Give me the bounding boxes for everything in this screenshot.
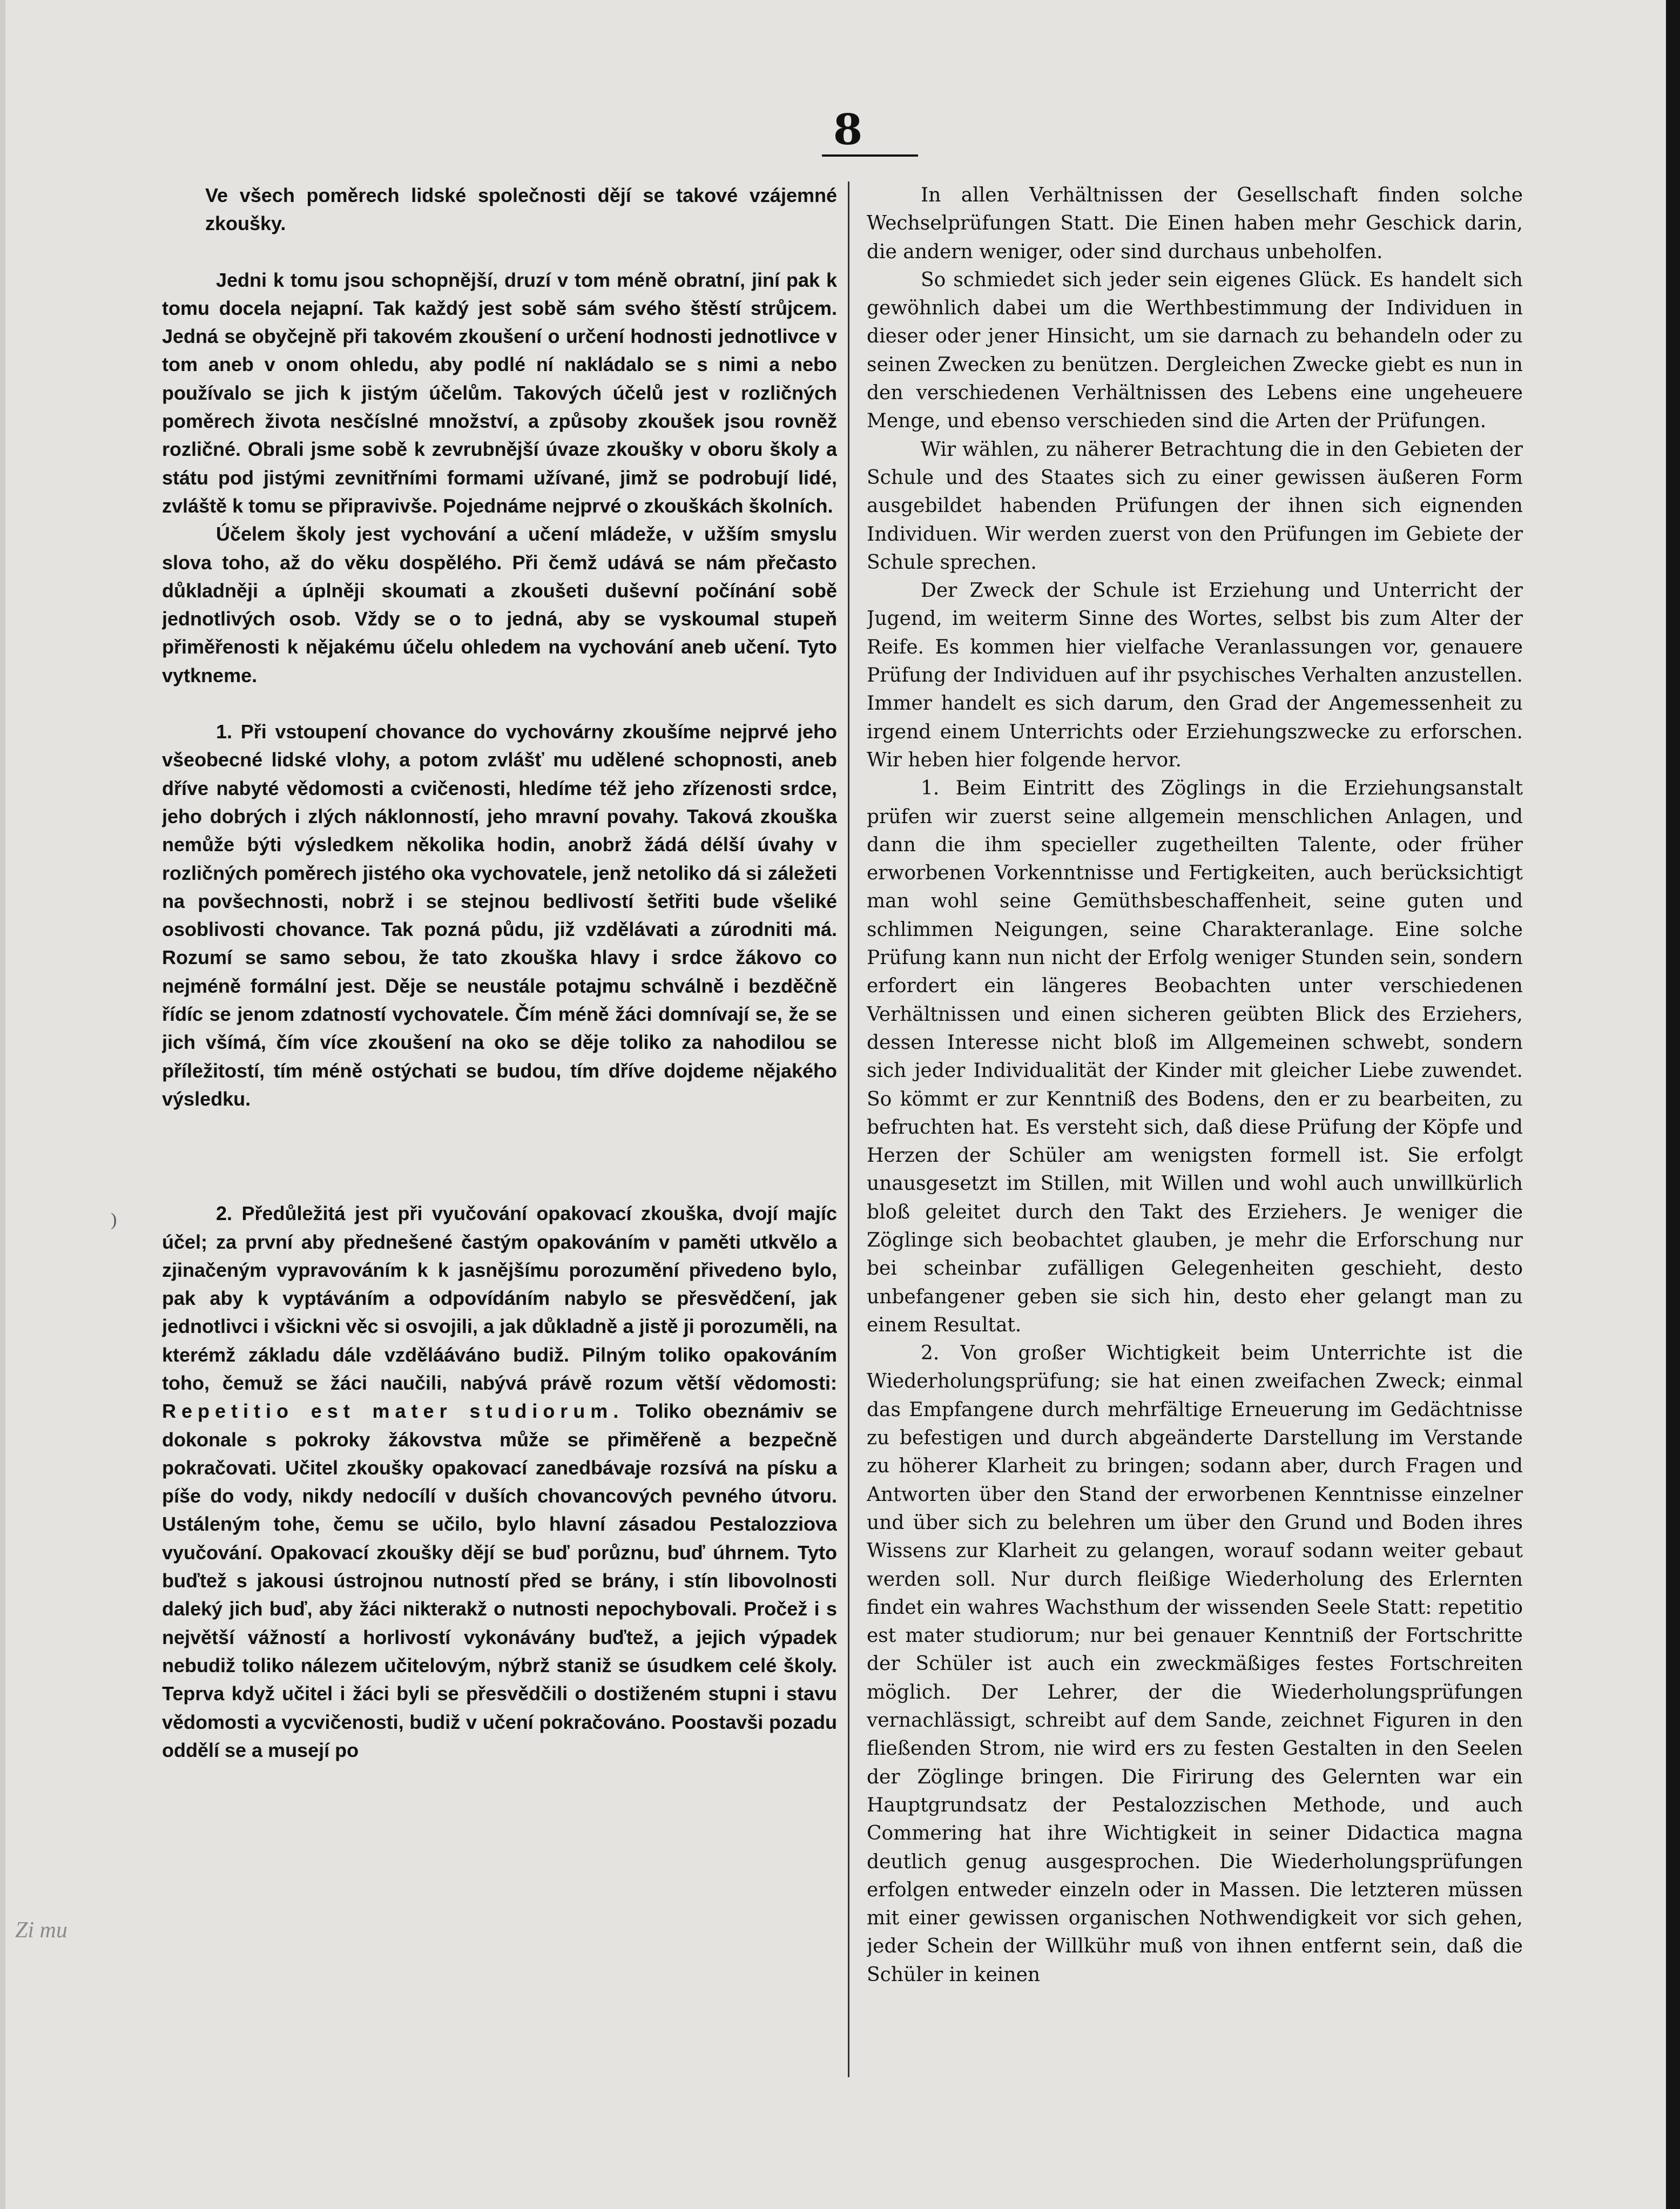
right-paragraph-3: Wir wählen, zu näherer Betrachtung die in den Gebieten der Schule und des Staates sich zu einer gewissen äußeren Form ausgebildet habenden Prüfungen der ihnen sich eignenden Individuen. Wir werden zuerst von den Prüfungen im Gebiete der Schule sprechen. <box>867 438 1523 574</box>
left-paragraph-2: Jedni k tomu jsou schopnější, druzí v tom méně obratní, jiní pak k tomu docela nejapní. Tak každý jest sobě sám svého štěstí strůjcem. Jedná se obyčejně při takovém zkoušení o určení hodnosti jednotlivce v tom aneb v onom ohledu, aby podlé ní nakládalo se s nimi a nebo používalo se jich k jistým účelům. Takových účelů jest v rozličných poměrech života nesčíslné množství, a způsoby zkoušek jsou rovněž rozličné. Obrali jsme sobě k zevrubnější úvaze zkoušky v oboru školy a státu pod jistými zevnitřními formami užívané, jimž se podrobují lidé, zvláště k tomu se připravivše. Pojednáme nejprvé o zkouškách školních. <box>162 268 837 517</box>
left-paragraph-5 <box>162 1200 837 1764</box>
right-paragraph-5: 1. Beim Eintritt des Zöglings in die Erziehungsanstalt prüfen wir zuerst seine allgemein menschlichen Anlagen, und dann die ihm specieller zugetheilten Talente, oder früher erworbenen Vorkenntnisse und Fertigkeiten, auch berücksichtigt man wohl seine Gemüthsbeschaffenheit, seine guten und schlimmen Neigungen, seine Charakteranlage. Eine solche Prüfung kann nun nicht der Erfolg weniger Stunden sein, sondern erfordert ein längeres Beobachten unter verschiedenen Verhältnissen und einen sicheren geübten Blick des Erziehers, dessen Interesse nicht bloß im Allgemeinen schwebt, sondern sich jeder Individualität der Kinder mit gleicher Liebe zuwendet. So kömmt er zur Kenntniß des Bodens, den er zu bearbeiten, zu befruchten hat. Es versteht sich, daß diese Prüfung der Köpfe und Herzen der Schüler am wenigsten formell ist. Sie erfolgt unausgesetzt im Stillen, mit Willen und wohl auch unwillkürlich bloß geleitet durch den Takt des Erziehers. Je weniger die Zöglinge sich beobachtet glauben, je mehr die Erforschung nur bei scheinbar zufälligen Gelegenheiten geschieht, desto unbefangener geben sie sich hin, desto eher gelangt man zu einem Resultat. <box>867 777 1523 1336</box>
left-paragraph-5-cont: Toliko obeznámiv se dokonale s pokroky žákovstva může se přiměřeně a bezpečně pokračovati. Učitel zkoušky opakovací zanedbávaje rozsívá na písku a píše do vody, nikdy nedocílí v duších chovancových pevného útvoru. Ustáleným tohe, čemu se učilo, bylo hlavní zásadou Pestalozziova vyučování. Opakovací zkoušky dějí se buď porůznu, buď úhrnem. Tyto buďtež s jakousi ústrojnou nutností před se brány, i stín libovolnosti daleký jich buď, aby žáci nikterakž o nutnosti nepochybovali. Pročež i s největší vážností a horlivostí vykonávány buďtež, a jejich výpadek nebudiž toliko nálezem učitelovým, nýbrž staniž se úsudkem celé školy. Teprva když učitel i žáci byli se přesvědčili o dostiženém stupni i stavu vědomosti a vycvičenosti, budiž v učení pokračováno. Poostavši pozadu oddělí se a musejí po <box>162 1400 837 1761</box>
page-number-rule <box>822 154 918 157</box>
page-right-edge <box>1666 0 1680 2209</box>
page-left-edge <box>0 0 5 2209</box>
paragraph-gap <box>162 238 837 266</box>
latin-quote: Repetitio est mater studiorum. <box>162 1400 624 1423</box>
paragraph-gap <box>162 1113 837 1200</box>
paragraph-gap <box>162 690 837 718</box>
left-paragraph-4: 1. Při vstoupení chovance do vychovárny zkoušíme nejprvé jeho všeobecné lidské vlohy, a potom zvlášť mu udělené schopnosti, aneb dříve nabyté vědomosti a cvičenosti, hledíme též jeho zřízenosti srdce, jeho dobrých i zlých náklonností, jeho mravní povahy. Taková zkouška nemůže býti výsledkem několika hodin, anobrž žádá délší úvahy v rozličných poměrech jistého oka vychovatele, jenž netoliko dá si záležeti na povšechnosti, nobrž i se stejnou bedlivostí šetřiti bude všeliké osoblivosti chovance. Tak pozná půdu, již vzdělávati a zúrodniti má. Rozumí se samo sebou, že tato zkouška hlavy i srdce žákovo co nejméně formální jest. Děje se neustále potajmu schválně i bezděčně řídíc se jenom zdatností vychovatele. Čím méně žáci domnívají se, že se jich všímá, čím více zkoušení na oko se děje toliko za nahodilou se příležitostí, tím méně ostýchati se budou, tím dříve dojdeme nějakého výsledku. <box>162 720 837 1110</box>
right-paragraph-6: 2. Von großer Wichtigkeit beim Unterrichte ist die Wiederholungsprüfung; sie hat einen zweifachen Zweck; einmal das Empfangene durch mehrfältige Erneuerung im Gedächtnisse zu befestigen und durch abgeänderte Darstellung im Verstande zu höherer Klarheit zu bringen; sodann aber, durch Fragen und Antworten über den Stand der erworbenen Kenntnisse einzelner und über sich zu belehren um über den Grund und Boden ihres Wissens zur Klarheit zu gelangen, worauf sodann weiter gebaut werden soll. Nur durch fleißige Wiederholung des Erlernten findet ein wahres Wachsthum der wissenden Seele Statt: repetitio est mater studiorum; nur bei genauer Kenntniß der Fortschritte der Schüler ist auch ein zweckmäßiges festes Fortschreiten möglich. Der Lehrer, der die Wiederholungsprüfungen vernachlässigt, schreibt auf dem Sande, zeichnet Figuren in den fließenden Strom, nie wird ers zu festen Gestalten in den Seelen der Zöglinge bringen. Die Firirung des Gelernten war ein Hauptgrundsatz der Pestalozzischen Methode, und auch Commering hat ihre Wichtigkeit in seiner Didactica magna deutlich genug ausgesprochen. Die Wiederholungsprüfungen erfolgen entweder einzeln oder in Massen. Die letzteren müssen mit einer gewissen organischen Nothwendigkeit vor sich gehen, jeder Schein der Willkühr muß von ihnen entfernt sein, daß die Schüler in keinen <box>867 1342 1523 1986</box>
left-paragraph-5-text: 2. Předůležitá jest při vyučování opakovací zkouška, dvojí majíc účel; za první aby přednešené častým opakováním v paměti utkvělo a zjinačeným vypravováním k k jasnějšímu porozumění přivedeno bylo, pak aby k vyptáváním a odpovídáním nabylo se přesvědčení, jak jednotlivci i všickni věc si osvojili, a jak důkladně a jistě ji porozuměli, na kterémž základu dále vzdělááváno budiž. Pilným toliko opakováním toho, čemuž se žáci naučili, nabývá právě rozum větší vědomosti: <box>162 1202 837 1394</box>
left-paragraph-1: Ve všech poměrech lidské společnosti dějí se takové vzájemné zkoušky. <box>205 184 837 235</box>
column-divider <box>848 181 849 2077</box>
right-column-german <box>867 181 1523 2077</box>
handwritten-margin-note: Zi mu <box>15 1918 68 1943</box>
left-column-czech <box>162 181 837 2077</box>
right-paragraph-4: Der Zweck der Schule ist Erziehung und Unterricht der Jugend, im weiterm Sinne des Wortes, selbst bis zum Alter der Reife. Es kommen hier vielfache Veranlassungen vor, genauere Prüfung der Individuen auf ihr psychisches Verhalten anzustellen. Immer handelt es sich darum, den Grad der Angemessenheit zu irgend einem Unterrichts oder Erziehungszwecke zu erforschen. Wir heben hier folgende hervor. <box>867 580 1523 771</box>
page-number: 8 <box>833 105 863 154</box>
left-paragraph-3: Účelem školy jest vychování a učení mládeže, v užším smyslu slova toho, až do věku dospělého. Při čemž udává se nám přečasto důkladněji a úplněji skoumati a zkoušeti duševní počínání sobě jednotlivých osob. Vždy se o to jedná, aby se vyskoumal stupeň přiměřenosti k nějakému účelu ohledem na vychování aneb učení. Tyto vytkneme. <box>162 523 837 686</box>
stray-mark: ) <box>111 1210 117 1230</box>
right-paragraph-2: So schmiedet sich jeder sein eigenes Glück. Es handelt sich gewöhnlich dabei um die Werthbestimmung der Individuen in dieser oder jener Hinsicht, um sie darnach zu behandeln oder zu seinen Zwecken zu benützen. Dergleichen Zwecke giebt es nun in den verschiedenen Verhältnissen des Lebens eine ungeheuere Menge, und ebenso verschieden sind die Arten der Prüfungen. <box>867 268 1523 433</box>
right-paragraph-1: In allen Verhältnissen der Gesellschaft finden solche Wechselprüfungen Statt. Die Einen haben mehr Geschick darin, die andern weniger, oder sind durchaus unbeholfen. <box>867 184 1523 263</box>
